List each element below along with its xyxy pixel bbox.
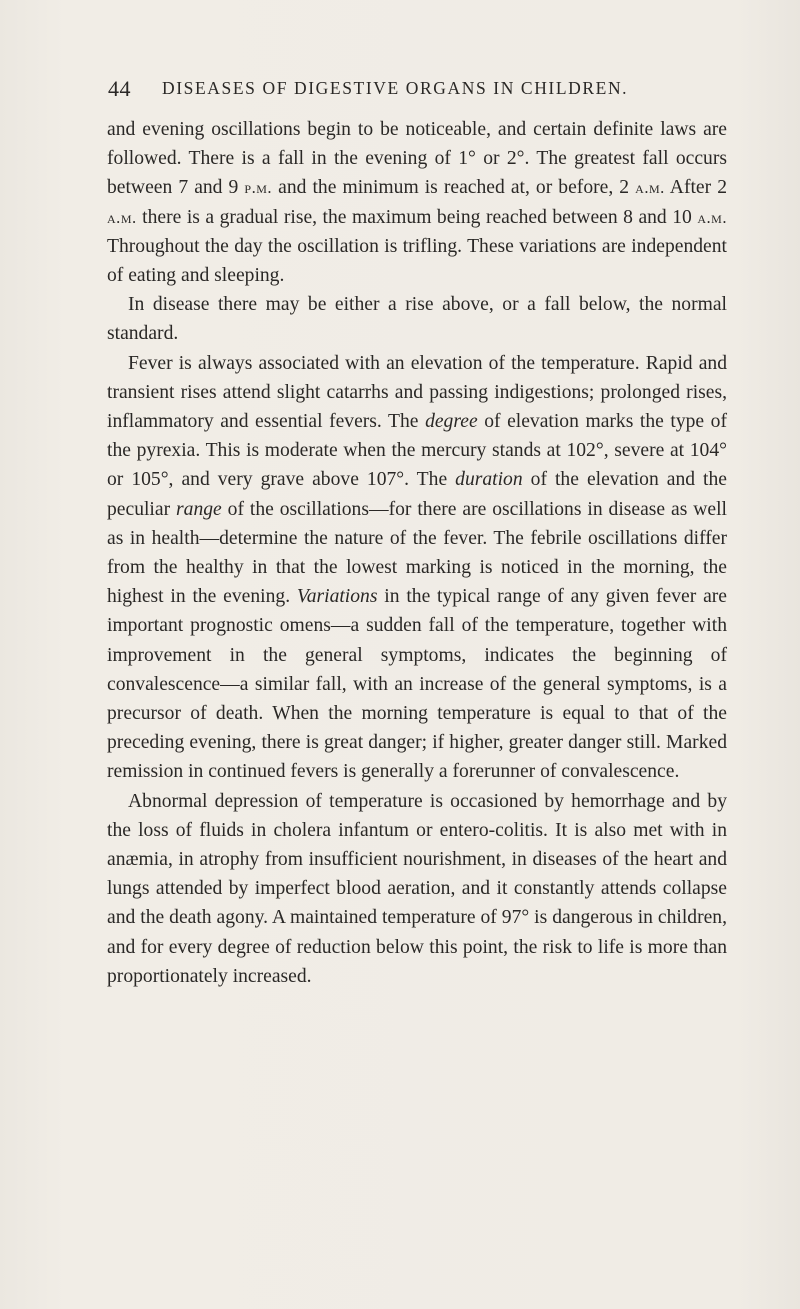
page-header bbox=[108, 76, 728, 106]
paragraph-2: In disease there may be either a rise above, or a fall below, the normal standard. bbox=[107, 294, 727, 345]
time-abbrev: p.m. bbox=[244, 178, 273, 198]
emphasis: duration bbox=[455, 469, 523, 491]
time-abbrev: a.m. bbox=[697, 207, 727, 227]
body-text bbox=[107, 115, 727, 991]
paragraph-4: Abnormal depression of temperature is occasioned by hemorrhage and by the loss of fluids in cholera infantum or entero-colitis. It is also met with in anæmia, in atrophy from insufficient nourishment, in diseases of the heart and lungs attended by imperfect blood aeration, and it constantly attends collapse and the death agony. A maintained temperature of 97° is dangerous in children, and for every degree of reduction below this point, the risk to life is more than proportionately increased. bbox=[107, 790, 727, 987]
time-abbrev: a.m. bbox=[635, 178, 665, 198]
emphasis: degree bbox=[425, 411, 478, 433]
emphasis: Variations bbox=[296, 586, 378, 608]
running-head: DISEASES OF DIGESTIVE ORGANS IN CHILDREN. bbox=[162, 78, 629, 98]
paragraph-3 bbox=[107, 349, 727, 787]
text-run: there is a gradual rise, the maximum being reached between 8 and 10 bbox=[136, 206, 698, 228]
text-run: of elevation marks the type of the pyrexia. This is moderate when the mercury stands at 102°, severe at 104° or 105°, and very grave above 107°. The bbox=[107, 411, 727, 491]
text-run: in the typical range of any given fever are important prognostic omens—a sudden fall of the temperature, together with improvement in the general symptoms, indicates the beginning of convalescence—a similar fall, with an increase of the general symptoms, is a precursor of death. When the morning temperature is equal to that of the preceding evening, there is great danger; if higher, greater danger still. Marked remission in continued fevers is generally a forerunner of convalescence. bbox=[107, 586, 727, 783]
text-run: of the oscillations—for there are oscillations in disease as well as in health—determine the nature of the fever. The febrile oscillations differ from the healthy in that the lowest marking is noticed in the morning, the highest in the evening. bbox=[107, 498, 727, 608]
text-run: and evening oscillations begin to be noticeable, and certain definite laws are followed. There is a fall in the evening of 1° or 2°. The greatest fall occurs between 7 and 9 bbox=[107, 119, 727, 199]
page-number: 44 bbox=[108, 76, 131, 101]
text-run: of the elevation and the peculiar bbox=[107, 469, 727, 520]
text-run: Fever is always associated with an elevation of the temperature. Rapid and transient rises attend slight catarrhs and passing indigestions; prolonged rises, inflammatory and essential fevers. The bbox=[107, 352, 727, 433]
paragraph-1 bbox=[107, 115, 727, 290]
time-abbrev: a.m. bbox=[107, 207, 137, 227]
text-run: After 2 bbox=[664, 177, 727, 199]
emphasis: range bbox=[176, 498, 222, 520]
text-run: Throughout the day the oscillation is trifling. These variations are independent of eating and sleeping. bbox=[107, 235, 727, 287]
text-run: and the minimum is reached at, or before, 2 bbox=[272, 177, 636, 199]
